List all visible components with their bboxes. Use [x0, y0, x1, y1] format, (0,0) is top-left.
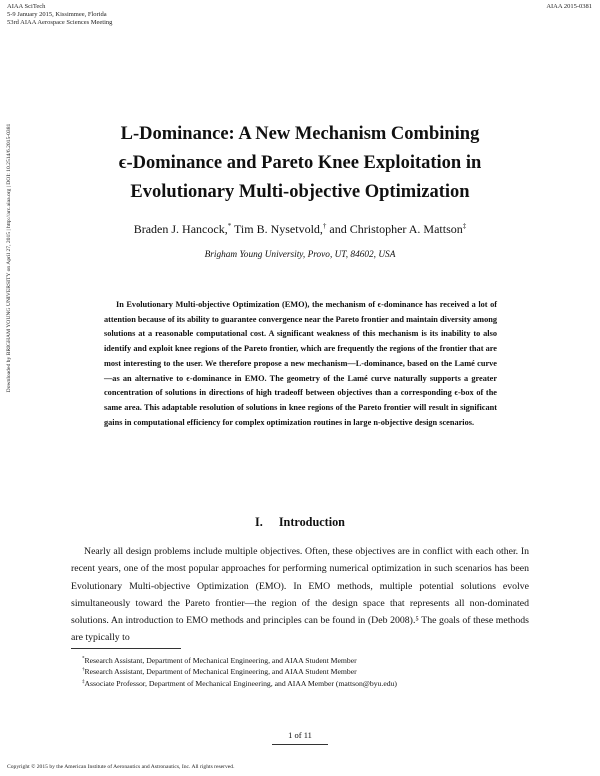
author-name: and Christopher A. Mattson — [329, 222, 463, 236]
author-mark: † — [322, 222, 327, 230]
footnotes — [82, 655, 397, 689]
footnote-text: Research Assistant, Department of Mechanical Engineering, and AIAA Student Member — [84, 667, 357, 677]
title-line: ϵ-Dominance and Pareto Knee Exploitation in — [118, 153, 482, 173]
venue-line: 53rd AIAA Aerospace Sciences Meeting — [7, 19, 113, 26]
footnote-mark: * — [82, 656, 85, 662]
body-paragraph: Nearly all design problems include multiple objectives. Often, these objectives are in conflict with each other. In recent years, one of the most popular approaches for performing numerical optimization in such scenarios has been Evolutionary Multi-objective Optimization (EMO). In EMO methods, multiple potential solutions evolve simultaneously toward the Pareto frontier—the region of the design space that represents all non-dominated solutions. An introduction to EMO methods and principles can be found in (Deb 2008).⁵ The goals of these methods are typically to — [71, 546, 529, 644]
copyright-notice: Copyright © 2015 by the American Institute of Aeronautics and Astronautics, Inc. All rights reserved. — [7, 764, 235, 770]
venue-header — [7, 3, 112, 27]
page-number-rule — [272, 744, 328, 745]
title-line: L-Dominance: A New Mechanism Combining — [120, 124, 480, 144]
author-name: Braden J. Hancock, — [133, 222, 228, 236]
venue-line: 5-9 January 2015, Kissimmee, Florida — [7, 11, 107, 18]
section-heading — [60, 515, 540, 530]
author-mark: ‡ — [462, 222, 467, 230]
page-number: 1 of 11 — [288, 730, 312, 740]
section-title: Introduction — [278, 515, 345, 529]
footnote — [82, 678, 397, 689]
author-mark: * — [227, 222, 232, 230]
affiliation: Brigham Young University, Provo, UT, 84602, USA — [204, 250, 396, 260]
paper-id: AIAA 2015-0381 — [546, 3, 592, 10]
paper-title — [60, 120, 540, 207]
author-list — [60, 222, 540, 237]
abstract: In Evolutionary Multi-objective Optimization (EMO), the mechanism of ϵ-dominance has received a lot of attention because of its ability to guarantee convergence near the Pareto frontier and maintain diversity among solutions at a reasonable computational cost. A significant weakness of this mechanism is its inability to also identify and exploit knee regions of the Pareto frontier, which are frequently the regions of the frontier that are most interesting to the user. We therefore propose a new mechanism—L-dominance, based on the Lamé curve—as an alternative to ϵ-dominance in EMO. The geometry of the Lamé curve naturally supports a greater concentration of solutions in directions of high tradeoff between objectives than a corresponding ϵ-box of the same area. This adaptable resolution of solutions in knee regions of the Pareto frontier will result in significant gains in computational efficiency for complex optimization routines in large n-objective design scenarios. — [104, 300, 497, 427]
footnote-text: Research Assistant, Department of Mechanical Engineering, and AIAA Student Member — [84, 656, 357, 665]
section-number: I. — [255, 515, 263, 529]
footnote-rule — [71, 648, 181, 649]
footnote-mark: † — [82, 667, 85, 673]
author-name: Tim B. Nysetvold, — [234, 222, 323, 236]
footnote — [82, 666, 397, 677]
title-line: Evolutionary Multi-objective Optimization — [130, 182, 470, 202]
footnote-text: Associate Professor, Department of Mechanical Engineering, and AIAA Member (mattson@byu.edu) — [84, 678, 397, 688]
venue-line: AIAA SciTech — [7, 3, 46, 10]
download-notice: Downloaded by BRIGHAM YOUNG UNIVERSITY on April 27, 2015 | http://arc.aiaa.org | DOI: 10.2514/6.2015-0381 — [6, 123, 12, 393]
footnote — [82, 655, 397, 666]
footnote-mark: ‡ — [82, 679, 85, 685]
